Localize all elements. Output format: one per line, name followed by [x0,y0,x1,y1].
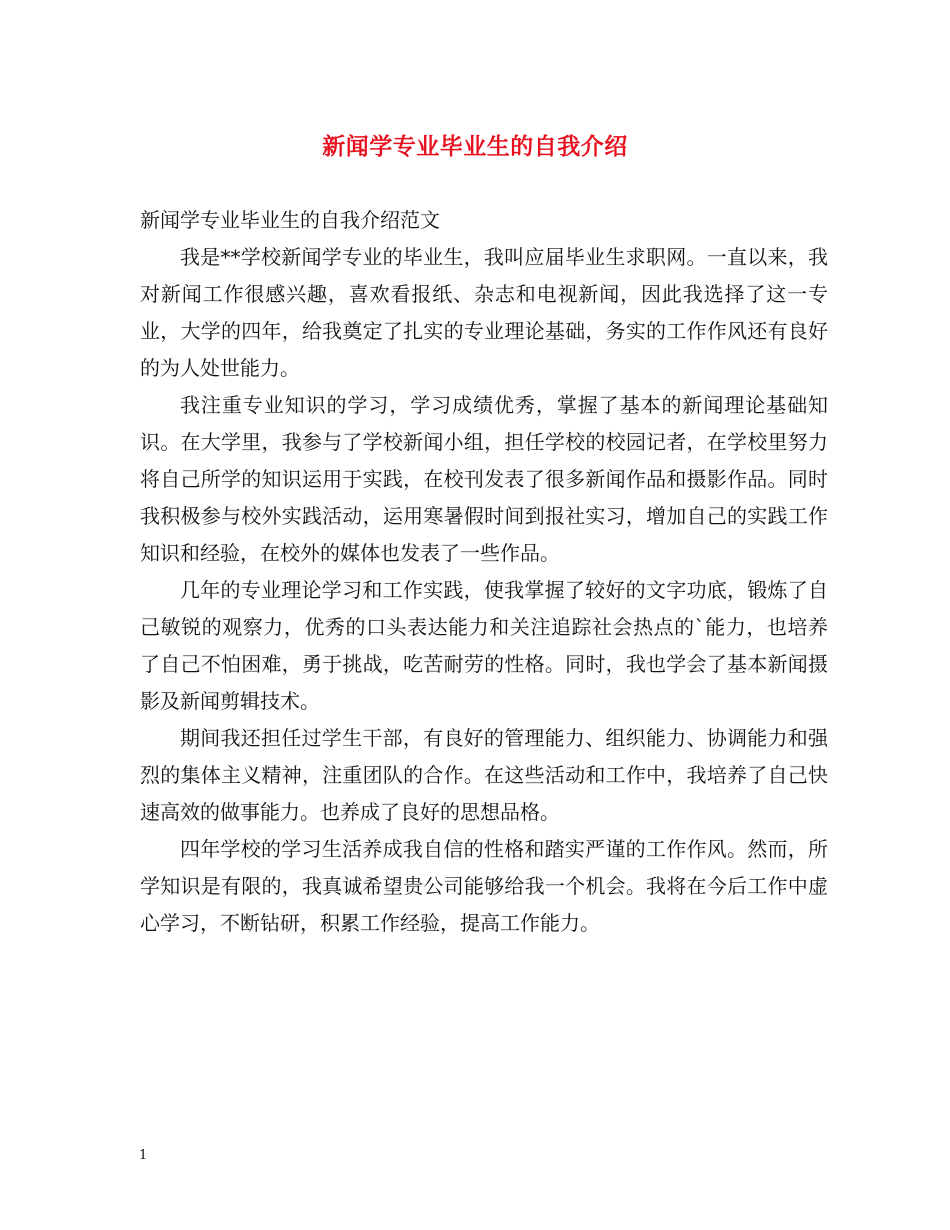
paragraph-introduction: 我是**学校新闻学专业的毕业生，我叫应届毕业生求职网。一直以来，我对新闻工作很感兴趣，喜欢看报纸、杂志和电视新闻，因此我选择了这一专业，大学的四年，给我奠定了扎实的专业理论基础，务实的工作作风还有良好的为人处世能力。 [140,245,828,380]
paragraph-leadership: 期间我还担任过学生干部，有良好的管理能力、组织能力、协调能力和强烈的集体主义精神，注重团队的合作。在这些活动和工作中，我培养了自己快速高效的做事能力。也养成了良好的思想品格。 [140,726,828,824]
paragraph-closing: 四年学校的学习生活养成我自信的性格和踏实严谨的工作作风。然而，所学知识是有限的，我真诚希望贵公司能够给我一个机会。我将在今后工作中虚心学习，不断钻研，积累工作经验，提高工作能力。 [140,837,828,935]
document-body [140,202,828,942]
document-subtitle: 新闻学专业毕业生的自我介绍范文 [140,208,440,232]
paragraph-studies: 我注重专业知识的学习，学习成绩优秀，掌握了基本的新闻理论基础知识。在大学里，我参与了学校新闻小组，担任学校的校园记者，在学校里努力将自己所学的知识运用于实践，在校刊发表了很多新闻作品和摄影作品。同时我积极参与校外实践活动，运用寒暑假时间到报社实习，增加自己的实践工作知识和经验，在校外的媒体也发表了一些作品。 [140,393,828,565]
paragraph-skills: 几年的专业理论学习和工作实践，使我掌握了较好的文字功底，锻炼了自己敏锐的观察力，优秀的口头表达能力和关注追踪社会热点的`能力，也培养了自己不怕困难，勇于挑战，吃苦耐劳的性格。同时，我也学会了基本新闻摄影及新闻剪辑技术。 [140,578,828,713]
page-number: 1 [139,1148,148,1163]
document-title: 新闻学专业毕业生的自我介绍 [322,133,628,160]
